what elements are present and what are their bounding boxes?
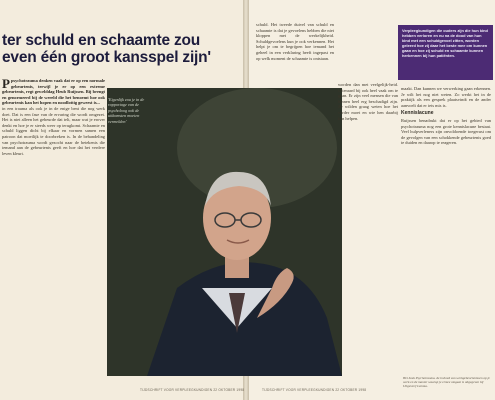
section-subhead: Kennislacune (401, 110, 434, 117)
book-credit: Het boek Psychotrauma. de invloed van werkgebeurtenissen op je werk en de manier waarop je ermee omgaat is uitgegeven bij Uitgeverij Lemma. (403, 376, 490, 389)
left-body-text: in een trauma als ook je in de enige bent die nog werk doet. Dat is een fase van de ervaring die wordt omgezet. Het is niet alleen het gebeurde dat telt, maar wat je erover denkt en hoe je er steeds weer op terugkomt. Schaamte en schuld liggen dicht bij elkaar en vormen samen een patroon dat moeilijk te doorbreken is. In de behandeling van psychotrauma wordt gezocht naar de betekenis die iemand aan de gebeurtenis geeft en hoe dat het verdere leven kleurt. (2, 105, 105, 156)
footer-left: TIJDSCHRIFT VOOR VERPLEEGKUNDIGEN 22 OKTOBER 1998 (140, 388, 245, 392)
right-column-3-text: maakt. Dan kunnen we verwerking gaan erkennen. Je wilt het nog niet weten. Zo werkt het in de praktijk als een gesprek plaatsvindt en de ander aanvoelt dat er iets mis is. (401, 86, 491, 108)
left-column (2, 78, 105, 378)
right-column-3-text-b: Ruijssen benadrukt dat er op het gebied van psychotrauma nog een grote kennislacune bestaat. Veel hulpverleners zijn onvoldoende toegerust om de gevolgen van een schokkende gebeurtenis goed te duiden en daarop te reageren. (401, 117, 491, 146)
intro-box (398, 25, 493, 80)
headline-line-1: ter schuld en schaamte zou (2, 32, 201, 49)
right-column-1: schuld. Het tweede duivel van schuld en schaamte is dat je gevoelens hebben die niet kloppen met de werkelijkheid. Schuldgevoelens kun je ook verkennen. Het helpt je om te begrijpen hoe iemand het geheel in een verklaring heeft ingepast en op welk moment de schaamte is ontstaan. (256, 22, 334, 61)
right-column-3 (401, 86, 491, 370)
footer-right: TIJDSCHRIFT VOOR VERPLEEGKUNDIGEN 22 OKTOBER 1998 (262, 388, 367, 392)
pull-quote: 'Eigenlijk zou je in de rapportage van de psycholoog ook de uitkomsten moeten vermelden' (108, 97, 145, 124)
headline-line-2: even één groot kansspel zijn' (2, 49, 211, 66)
article-headline (2, 32, 242, 66)
right-column-2: worden dan met veelgelijk-heid. Uiteraard bij ook heel vaak om te gaan. Er zijn veel mensen die van binnen heel erg beschadigd zijn. Ze wilden graag weten hoe het verder moet en wie hen daarbij kan helpen. (338, 82, 398, 121)
drop-cap: P (2, 78, 10, 91)
intro-box-text: Verpleegkundigen die ouders zijn die hun kind hebben verloren en nu na de dood van hun kind met een schuldgevoel zitten, worden geleerd hoe zij daar het beste mee om kunnen gaan en hoe zij schuld en schaamte kunnen herkennen bij hun patiënten. (402, 28, 488, 58)
article-lede: psychotrauma denken vaak dat er op een normale gebeurtenis, terwijl je er op een extreme gebeurtenis, regt gewelddag Heub Ruijssen. Bij brengt en genormeerd bij de wereld die het benoemt hoe ook gebeurtenis kan het hopen en noodlottig geweest is... (2, 78, 105, 106)
